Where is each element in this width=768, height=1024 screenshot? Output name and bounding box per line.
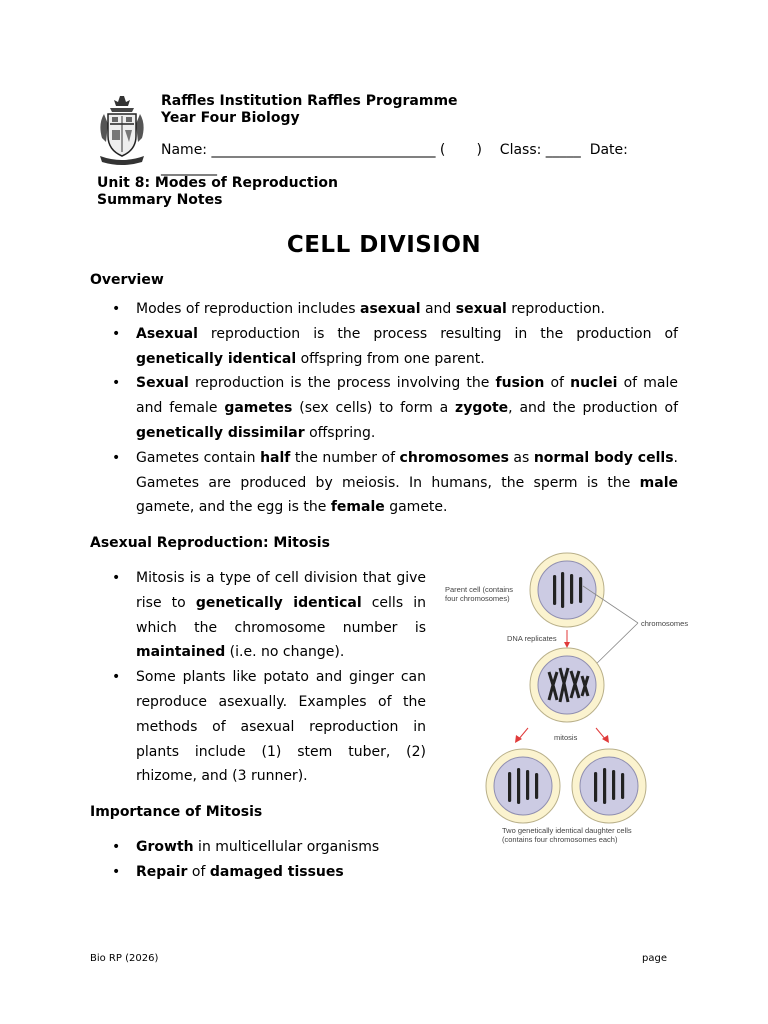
overview-list (90, 297, 678, 520)
text: in multicellular organisms (193, 839, 380, 855)
mitosis-list (90, 566, 426, 789)
importance-list (90, 835, 678, 885)
mitosis-diagram (440, 550, 702, 850)
daughter-cell-right (572, 749, 646, 823)
daughter-cells-label-2: (contains four chromosomes each) (502, 835, 618, 844)
daughter-cell-left (486, 749, 560, 823)
text: reproduction is the process involving the (188, 375, 496, 392)
text: of (187, 863, 210, 880)
text: gamete, and the egg is the (136, 499, 331, 516)
mitosis-heading: Asexual Reproduction: Mitosis (90, 535, 330, 551)
importance-heading: Importance of Mitosis (90, 804, 263, 820)
subject-name: Year Four Biology (161, 110, 300, 126)
bold-text: gametes (224, 400, 293, 417)
bold-text: Sexual (136, 375, 189, 392)
overview-heading: Overview (90, 272, 164, 288)
mitosis-label: mitosis (554, 733, 578, 742)
bold-text: fusion (495, 375, 545, 392)
text: reproduction is the process resulting in the production of (197, 325, 678, 342)
bullet-item (90, 665, 426, 789)
footer-left: Bio RP (2026) (90, 953, 159, 964)
bold-text: genetically dissimilar (136, 424, 305, 441)
bold-text: Asexual (136, 325, 198, 342)
text: offspring. (304, 424, 376, 441)
text: as (508, 449, 534, 466)
bullet-item (90, 835, 678, 860)
date-blank: ________ (161, 160, 217, 176)
text: (i.e. no change). (225, 644, 345, 661)
dna-replicates-label: DNA replicates (507, 634, 557, 643)
text: offspring from one parent. (296, 350, 485, 367)
text: and (420, 301, 456, 317)
bullet-item (90, 297, 678, 322)
text: reproduction. (506, 301, 605, 317)
text: . Gametes are produced by meiosis. In humans, the sperm is the (136, 449, 678, 491)
bold-text: male (639, 474, 678, 491)
text: (sex cells) to form a (292, 400, 456, 417)
text: of (544, 375, 571, 392)
bullet-item (90, 371, 678, 445)
daughter-cells-label: Two genetically identical daughter cells (502, 826, 632, 835)
bold-text: Repair (136, 863, 188, 880)
bold-text: Growth (136, 839, 194, 855)
page-title: CELL DIVISION (286, 232, 482, 258)
bold-text: chromosomes (399, 449, 509, 466)
text: of male and female (136, 375, 678, 417)
bold-text: zygote (455, 400, 509, 417)
chromosomes-label: chromosomes (641, 619, 689, 628)
bullet-item (90, 860, 678, 885)
bold-text: half (260, 449, 291, 466)
text: cells in which the chromosome number is (136, 594, 426, 636)
bold-text: asexual (360, 301, 421, 317)
bold-text: maintained (136, 644, 226, 661)
bold-text: sexual (455, 301, 507, 317)
text: Some plants like potato and ginger can reproduce asexually. Examples of the methods of asexual reproduction in plants include (1) stem tuber, (2) rhizome, and (3 runner). (136, 669, 426, 785)
bold-text: genetically identical (195, 594, 362, 611)
replicated-cell (530, 648, 604, 722)
school-name: Raffles Institution Raffles Programme (161, 93, 458, 109)
school-crest-logo (96, 94, 148, 166)
parent-cell-label: Parent cell (contains (445, 585, 513, 594)
bold-text: damaged tissues (209, 863, 344, 880)
bold-text: genetically identical (136, 350, 297, 367)
bold-text: female (330, 499, 385, 516)
parent-cell-label-2: four chromosomes) (445, 594, 510, 603)
text: the number of (290, 449, 400, 466)
summary-notes-label: Summary Notes (97, 192, 223, 208)
text: Modes of reproduction includes (136, 301, 360, 317)
text: Mitosis is a type of cell division that give rise to (136, 570, 426, 611)
bold-text: nuclei (570, 375, 618, 392)
text: , and the production of (508, 400, 678, 417)
bullet-item (90, 322, 678, 372)
text: Gametes contain (136, 449, 261, 466)
bold-text: normal body cells (533, 449, 674, 466)
student-info-line: Name: ________________________________ ( ) Class: _____ Date: (161, 142, 628, 158)
footer-page: page (642, 953, 667, 964)
bullet-item (90, 446, 678, 520)
text: gamete. (384, 499, 448, 516)
parent-cell (530, 553, 604, 627)
bullet-item (90, 566, 426, 665)
unit-title: Unit 8: Modes of Reproduction (97, 175, 338, 191)
